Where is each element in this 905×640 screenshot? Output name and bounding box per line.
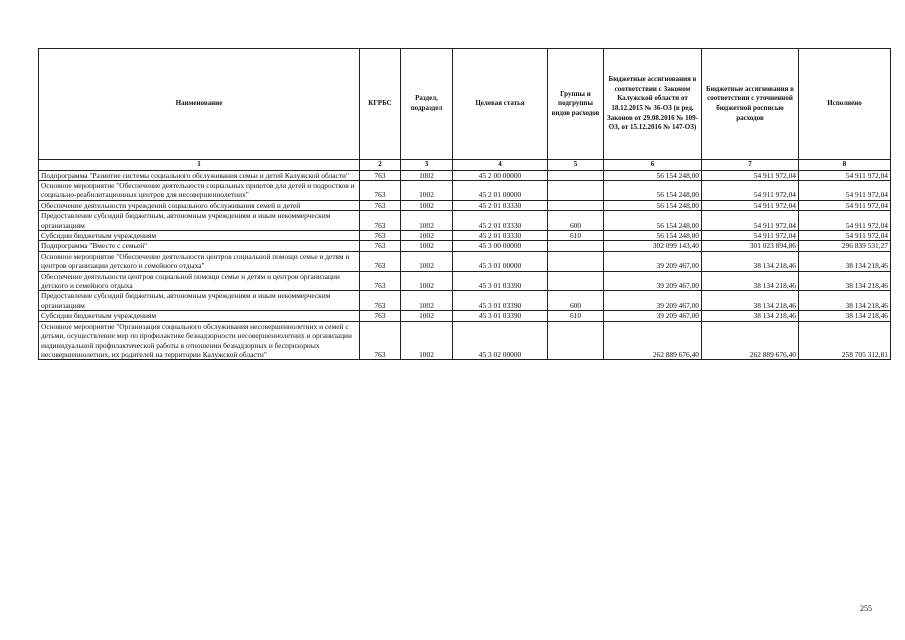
- row-name: Подпрограмма "Развитие системы социального обслуживания семьи и детей Калужской области": [39, 170, 360, 180]
- row-kgrbs: 763: [360, 251, 401, 271]
- column-number: 2: [360, 160, 401, 171]
- row-budget-refined: 54 911 972,04: [702, 231, 799, 241]
- table-row: [39, 241, 891, 251]
- row-executed: 38 134 218,46: [799, 291, 891, 311]
- row-executed: 54 911 972,04: [799, 231, 891, 241]
- row-name: Основное мероприятие "Обеспечение деятельности центров социальной помощи семье и детям и центров организации детского и семейного отдыха": [39, 251, 360, 271]
- row-section: 1002: [401, 241, 453, 251]
- row-kgrbs: 763: [360, 231, 401, 241]
- row-budget-law: 302 099 143,40: [604, 241, 702, 251]
- row-budget-refined: 38 134 218,46: [702, 311, 799, 321]
- column-number: 5: [548, 160, 604, 171]
- row-name: Основное мероприятие "Обеспечение деятельности социальных приютов для детей и подростков и социально-реабилитационных центров для несовершеннолетних": [39, 181, 360, 201]
- row-target: 45 2 00 00000: [453, 170, 548, 180]
- row-name: Обеспечение деятельности учреждений социального обслуживания семей и детей: [39, 200, 360, 210]
- row-executed: 38 134 218,46: [799, 251, 891, 271]
- row-executed: 38 134 218,46: [799, 311, 891, 321]
- row-section: 1002: [401, 181, 453, 201]
- row-kgrbs: 763: [360, 181, 401, 201]
- row-kgrbs: 763: [360, 321, 401, 360]
- row-target: 45 2 01 03330: [453, 200, 548, 210]
- header-target-article: Целевая статья: [453, 49, 548, 160]
- row-kgrbs: 763: [360, 170, 401, 180]
- row-target: 45 3 01 00000: [453, 251, 548, 271]
- table-row: [39, 251, 891, 271]
- row-target: 45 2 01 03330: [453, 231, 548, 241]
- column-number: 3: [401, 160, 453, 171]
- row-name: Предоставление субсидий бюджетным, автономным учреждениям и иным некоммерческим организациям: [39, 211, 360, 231]
- row-group: [548, 241, 604, 251]
- row-budget-law: 39 209 467,00: [604, 291, 702, 311]
- page-number: 255: [860, 604, 872, 613]
- row-section: 1002: [401, 311, 453, 321]
- row-name: Предоставление субсидий бюджетным, автономным учреждениям и иным некоммерческим организациям: [39, 291, 360, 311]
- row-group: [548, 271, 604, 291]
- column-number: 4: [453, 160, 548, 171]
- table-row: [39, 271, 891, 291]
- row-target: 45 2 01 00000: [453, 181, 548, 201]
- table-row: [39, 231, 891, 241]
- row-group: [548, 321, 604, 360]
- budget-table: [38, 48, 891, 360]
- row-executed: 54 911 972,04: [799, 200, 891, 210]
- header-expense-group: Группы и подгруппы видов расходов: [548, 49, 604, 160]
- row-name: Субсидии бюджетным учреждениям: [39, 231, 360, 241]
- row-budget-refined: 38 134 218,46: [702, 291, 799, 311]
- row-group: 610: [548, 231, 604, 241]
- row-group: 610: [548, 311, 604, 321]
- row-kgrbs: 763: [360, 271, 401, 291]
- row-target: 45 3 01 03390: [453, 311, 548, 321]
- header-name: Наименование: [39, 49, 360, 160]
- row-budget-refined: 262 889 676,40: [702, 321, 799, 360]
- row-budget-law: 56 154 248,00: [604, 170, 702, 180]
- row-executed: 54 911 972,04: [799, 170, 891, 180]
- header-row: [39, 49, 891, 160]
- row-executed: 296 839 531,27: [799, 241, 891, 251]
- row-target: 45 3 02 00000: [453, 321, 548, 360]
- row-group: [548, 181, 604, 201]
- row-section: 1002: [401, 211, 453, 231]
- table-row: [39, 181, 891, 201]
- row-executed: 258 705 312,81: [799, 321, 891, 360]
- column-number-row: [39, 160, 891, 171]
- row-section: 1002: [401, 200, 453, 210]
- row-executed: 54 911 972,04: [799, 211, 891, 231]
- row-budget-refined: 301 023 894,86: [702, 241, 799, 251]
- row-kgrbs: 763: [360, 291, 401, 311]
- row-section: 1002: [401, 170, 453, 180]
- row-budget-law: 56 154 248,00: [604, 231, 702, 241]
- row-section: 1002: [401, 321, 453, 360]
- row-name: Субсидии бюджетным учреждениям: [39, 311, 360, 321]
- row-group: 600: [548, 211, 604, 231]
- row-kgrbs: 763: [360, 241, 401, 251]
- row-budget-law: 262 889 676,40: [604, 321, 702, 360]
- table-row: [39, 200, 891, 210]
- row-group: [548, 170, 604, 180]
- row-kgrbs: 763: [360, 311, 401, 321]
- table-row: [39, 170, 891, 180]
- header-kgrbs: КГРБС: [360, 49, 401, 160]
- row-budget-refined: 54 911 972,04: [702, 170, 799, 180]
- row-executed: 54 911 972,04: [799, 181, 891, 201]
- table-row: [39, 291, 891, 311]
- row-budget-refined: 54 911 972,04: [702, 200, 799, 210]
- row-target: 45 2 01 03330: [453, 211, 548, 231]
- header-budget-law: Бюджетные ассигнования в соответствии с Законом Калужской области от 18.12.2015 № 36-ОЗ (в ред. Законов от 29.08.2016 № 109-ОЗ, от 15.12.2016 № 147-ОЗ): [604, 49, 702, 160]
- row-budget-refined: 38 134 218,46: [702, 251, 799, 271]
- row-section: 1002: [401, 271, 453, 291]
- row-group: [548, 200, 604, 210]
- row-budget-refined: 54 911 972,04: [702, 211, 799, 231]
- column-number: 6: [604, 160, 702, 171]
- header-executed: Исполнено: [799, 49, 891, 160]
- row-budget-law: 39 209 467,00: [604, 311, 702, 321]
- row-budget-law: 39 209 467,00: [604, 251, 702, 271]
- row-executed: 38 134 218,46: [799, 271, 891, 291]
- row-section: 1002: [401, 231, 453, 241]
- row-target: 45 3 00 00000: [453, 241, 548, 251]
- column-number: 8: [799, 160, 891, 171]
- row-group: [548, 251, 604, 271]
- row-budget-refined: 54 911 972,04: [702, 181, 799, 201]
- row-target: 45 3 01 03390: [453, 291, 548, 311]
- table-row: [39, 211, 891, 231]
- row-kgrbs: 763: [360, 211, 401, 231]
- row-kgrbs: 763: [360, 200, 401, 210]
- row-budget-law: 56 154 248,00: [604, 181, 702, 201]
- header-section: Раздел, подраздел: [401, 49, 453, 160]
- row-budget-law: 39 209 467,00: [604, 271, 702, 291]
- row-section: 1002: [401, 251, 453, 271]
- header-budget-refined: Бюджетные ассигнования в соответствии с уточненной бюджетной росписью расходов: [702, 49, 799, 160]
- table-row: [39, 321, 891, 360]
- row-budget-refined: 38 134 218,46: [702, 271, 799, 291]
- row-section: 1002: [401, 291, 453, 311]
- row-budget-law: 56 154 248,00: [604, 200, 702, 210]
- table-body: [39, 170, 891, 360]
- row-name: Обеспечение деятельности центров социальной помощи семье и детям и центров организации детского и семейного отдыха: [39, 271, 360, 291]
- column-number: 7: [702, 160, 799, 171]
- row-name: Основное мероприятие "Организация социального обслуживания несовершеннолетних и семей с детьми, осуществление мер по профилактике безнадзорности несовершеннолетних и организации индивидуальной профилактической работы в отношении безнадзорных и беспризорных несовершеннолетних, их родителей на территории Калужской области": [39, 321, 360, 360]
- row-target: 45 3 01 03390: [453, 271, 548, 291]
- row-budget-law: 56 154 248,00: [604, 211, 702, 231]
- row-name: Подпрограмма "Вместе с семьей": [39, 241, 360, 251]
- table-row: [39, 311, 891, 321]
- row-group: 600: [548, 291, 604, 311]
- column-number: 1: [39, 160, 360, 171]
